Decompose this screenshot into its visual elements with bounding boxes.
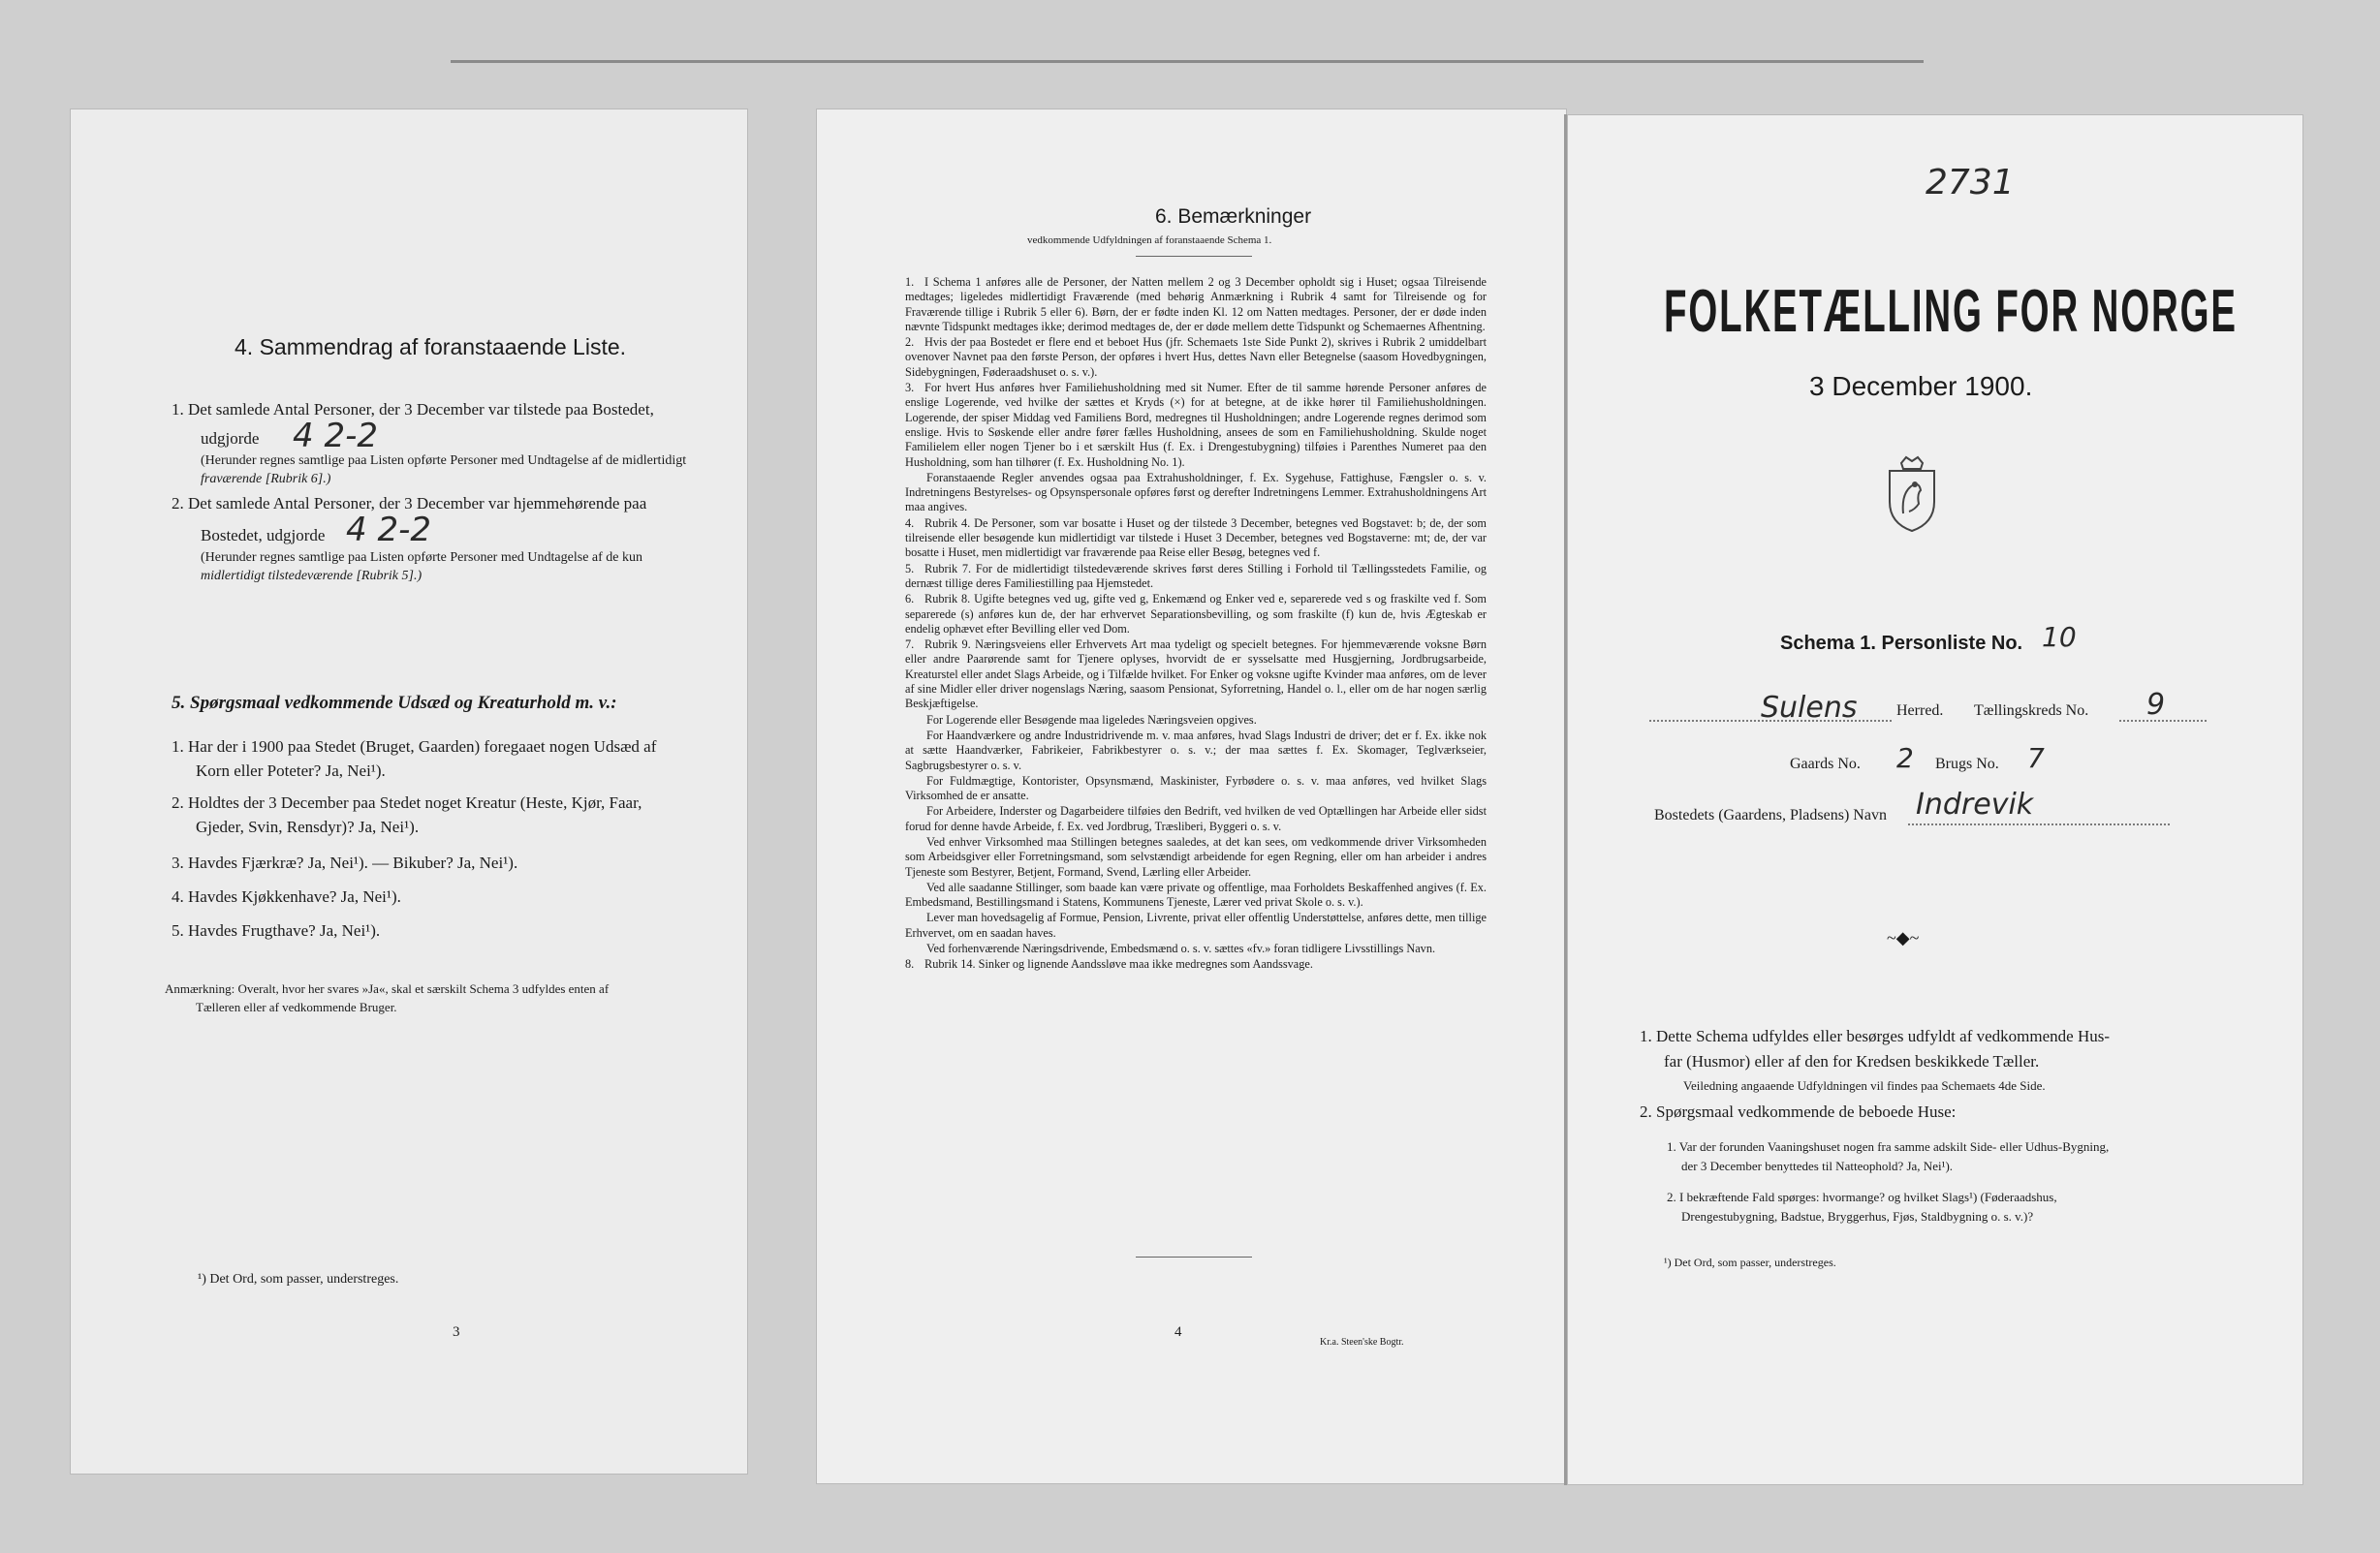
kreds-value: 9 [2146,688,2166,722]
document-title: FOLKETÆLLING FOR NORGE [1664,278,2238,345]
remark-text: For Arbeidere, Inderster og Dagarbeidere tilføies den Bedrift, ved hvilken de ved Optællingen har Arbeide eller sidst forud for denne havde Arbeide, f. Ex. ved Jordbrug, Træsliberi, Byggeri o. s. v. [905,804,1487,833]
page-left [70,109,748,1475]
remark-item [905,335,1487,380]
instruction-2: 2. Spørgsmaal vedkommende de beboede Huse: [1640,1103,1957,1121]
s5-q1-b: Korn eller Poteter? Ja, Nei¹). [196,761,386,780]
remark-text: For Fuldmægtige, Kontorister, Opsynsmænd, Maskinister, Fyrbødere o. s. v. maa anføres, ved hvilket Slags Virksomhed de er ansatte. [905,773,1487,803]
remark-text: Ved alle saadanne Stillinger, som baade kan være private og offentlige, maa Forholdets Beskaffenhed angives (f. Ex. Embedsmand, Bestillingsmand i Statens, Kommunens Tjeneste, Lærer ved privat Skole o. s. v.). [905,880,1487,910]
remark-text: I Schema 1 anføres alle de Personer, der Natten mellem 2 og 3 December opholdt sig i Huset; ogsaa Tilreisende medtages; ligeledes midlertidigt Fraværende (med behørig Anmærkning i Rubrik 4 samt for Tilreisende og for Fraværende tillige i Rubrik 5 eller 6). Børn, der er fødte inden Kl. 12 om Natten medtages. Personer, der er døde inden nævnte Tidspunkt medtages ikke; derimod medtages de, der er døde mellem dette Tidspunkt og Schemaernes Afhentning. [905,275,1487,333]
remark-item [905,713,1487,728]
remark-number: 5. [905,561,915,575]
remark-number: 8. [905,957,915,972]
bosted-value: Indrevik [1916,788,2034,822]
s5-q1-a: 1. Har der i 1900 paa Stedet (Bruget, Gaarden) foregaaet nogen Udsæd af [172,737,657,756]
remark-item [905,957,1487,972]
remarks-title: 6. Bemærkninger [1155,205,1312,228]
remark-text: Rubrik 7. For de midlertidigt tilstedeværende skrives først deres Stilling i Forhold til Tællingsstedets Familie, og dernæst tillige deres Familiestilling paa Hjemstedet. [905,561,1487,590]
section4-title: 4. Sammendrag af foranstaaende Liste. [235,334,627,359]
q2-note-2: midlertidigt tilstedeværende [Rubrik 5].) [201,569,423,583]
q1-note-2: fraværende [Rubrik 6].) [201,472,331,486]
s5-q3: 3. Havdes Fjærkræ? Ja, Nei¹). — Bikuber? Ja, Nei¹). [172,854,518,872]
q2-line1: 2. Det samlede Antal Personer, der 3 December var hjemmehørende paa [172,494,647,512]
remark-text: Ved enhver Virksomhed maa Stillingen betegnes saaledes, at det kan sees, om vedkommende driver Virksomheden som Arbeidsgiver eller Forretningsmand, som selvstændigt arbeidende for egen Regning, eller om han arbeider i andres Tjeneste som Bestyrer, Betjent, Formand, Svend, Lærling eller Arbeider. [905,834,1487,879]
q2-label: Bostedet, udgjorde [201,526,326,544]
herred-label: Herred. [1896,702,1944,719]
remark-number: 7. [905,637,915,652]
remark-number: 2. [905,335,915,350]
remark-item [905,881,1487,911]
remark-text: Rubrik 14. Sinker og lignende Aandssløve maa ikke medregnes som Aandssvage. [924,957,1313,972]
remarks-list [905,275,1487,974]
remark-text: Hvis der paa Bostedet er flere end et beboet Hus (jfr. Schemaets 1ste Side Punkt 2), skrives i Rubrik 2 umiddelbart ovenover Navnet paa den første Person, der opføres i hvert Hus, dettes Navn eller Betegnelse (saasom Hovedbygningen, Sidebygningen, Føderaadshuset o. s. v.). [905,335,1487,379]
instruction-1b: far (Husmor) eller af den for Kredsen beskikkede Tæller. [1664,1052,2040,1071]
remark-item [905,729,1487,773]
remark-number: 6. [905,592,915,606]
archive-number: 2731 [1926,163,2015,202]
section5-title: 5. Spørgsmaal vedkommende Udsæd og Kreaturhold m. v.: [172,693,617,713]
page-right [1567,114,2303,1485]
page-middle [816,109,1567,1484]
remark-number: 1. [905,275,915,289]
remark-item [905,911,1487,941]
brugs-label: Brugs No. [1935,756,1999,772]
kreds-line [2119,720,2207,722]
remark-item [905,381,1487,470]
remark-number: 3. [905,381,915,395]
gaards-value: 2 [1896,742,1914,774]
remark-text: Rubrik 8. Ugifte betegnes ved ug, gifte ved g, Enkemænd og Enker ved e, separerede ved s og fraskilte ved f. Som separerede (s) anføres kun de, der har erhvervet Separationsbevilling, og som fraskilte (f) kun de, hvis Ægteskab er endelig ophævet efter Bevilling eller ved Dom. [905,592,1487,636]
herred-value: Sulens [1761,691,1858,725]
gaards-label: Gaards No. [1790,756,1861,772]
instruction-2-2a: 2. I bekræftende Fald spørges: hvormange? og hvilket Slags¹) (Føderaadshus, [1667,1190,2057,1204]
divider-bottom [1136,1257,1252,1258]
annotation-2: Tælleren eller af vedkommende Bruger. [196,1000,397,1014]
remark-item [905,275,1487,334]
q1-label: udgjorde [201,429,260,448]
remark-text: Lever man hovedsagelig af Formue, Pension, Livrente, privat eller offentlig Understøttelse, anføres dette, men tillige Erhvervet, om en saadan haves. [905,911,1487,940]
instruction-2-2b: Drengestubygning, Badstue, Bryggerhus, Fjøs, Staldbygning o. s. v.)? [1681,1209,2034,1224]
instruction-1a: 1. Dette Schema udfyldes eller besørges udfyldt af vedkommende Hus- [1640,1027,2110,1045]
q1-handwritten-value: 4 2-2 [293,417,378,455]
remark-number: 4. [905,515,915,530]
top-edge-line [451,60,1924,63]
remark-text: For Haandværkere og andre Industridrivende m. v. maa anføres, hvad Slags Industri de driver; det er f. Ex. ikke nok at sætte Haandværker, Fabrikeier, Fabrikbestyrer o. s. v.; der maa sættes f. Ex. Skomager, Teglværkseier, Sagbrugsbestyrer o. s. v. [905,728,1487,772]
remark-item [905,804,1487,834]
page-number: 4 [1174,1324,1182,1340]
remark-item [905,835,1487,880]
norwegian-lion-crest-icon [1882,455,1942,533]
bosted-label: Bostedets (Gaardens, Pladsens) Navn [1654,807,1887,823]
divider [1136,256,1252,257]
remark-item [905,942,1487,956]
instruction-2-1a: 1. Var der forunden Vaaningshuset nogen fra samme adskilt Side- eller Udhus-Bygning, [1667,1139,2110,1154]
remark-text: For hvert Hus anføres hver Familiehusholdning med sit Numer. Efter de til samme hørende Personer anføres de enslige Logerende, ved hvilke der sættes et Kryds (×) for at betegne, at de ikke hører til Familiehusholdningen. Logerende, der spiser Middag ved Familiens Bord, medregnes til Husholdningen; andre Logerende regnes derimod som enslige. Hvis to Søskende eller andre fører fælles Husholdning, ansees de som en Familiehusholdning. Skulde noget Familielem eller nogen Tjener bo i et særskilt Hus (f. Ex. i Drengestubygning) tilføies i Parenthes Numeret paa den Husholdning, som han tilhører (f. Ex. Husholdning No. 1). [905,381,1487,469]
remark-item [905,774,1487,804]
ornament-divider: ~◆~ [1887,928,1920,947]
personliste-number: 10 [2042,621,2077,653]
instruction-2-1b: der 3 December benyttedes til Natteophold? Ja, Nei¹). [1681,1159,1954,1173]
s5-q4: 4. Havdes Kjøkkenhave? Ja, Nei¹). [172,887,401,906]
instruction-1c: Veiledning angaaende Udfyldningen vil findes paa Schemaets 4de Side. [1683,1078,2046,1093]
q1-line1: 1. Det samlede Antal Personer, der 3 December var tilstede paa Bostedet, [172,400,654,419]
q2-handwritten-value: 4 2-2 [346,511,431,549]
s5-q5: 5. Havdes Frugthave? Ja, Nei¹). [172,921,381,940]
kreds-label: Tællingskreds No. [1974,702,2089,719]
footnote: ¹) Det Ord, som passer, understreges. [1664,1256,1836,1269]
schema-label: Schema 1. Personliste No. [1780,633,2023,654]
remark-text: Foranstaaende Regler anvendes ogsaa paa Extrahusholdninger, f. Ex. Sygehuse, Fattighuse, Fængsler o. s. v. Indretningens Bestyrelses- og Opsynspersonale opføres først og derefter Indretningens Lemmer. Extrahusholdningens Art maa angives. [905,470,1487,514]
remark-text: Rubrik 9. Næringsveiens eller Erhvervets Art maa tydeligt og specielt betegnes. For hjemmeværende voksne Børn eller andre Paarørende samt for Tjenere oplyses, hvorvidt de er sysselsatte med Husgjerning, Jordbrugsarbeide, Kreaturstel eller andet Slags Arbeide, og i Tilfælde hvilket. For Enker og voksne ugifte Kvinder maa anføres, om de lever af sine Midler eller driver nogenslags Næring, saasom Pensionat, Syforretning, Handel o. l., eller om de har nogen særlig Beskjæftigelse. [905,637,1487,711]
remark-item [905,471,1487,515]
brugs-value: 7 [2027,742,2045,774]
s5-q2-a: 2. Holdtes der 3 December paa Stedet noget Kreatur (Heste, Kjør, Faar, [172,793,642,812]
annotation-1: Anmærkning: Overalt, hvor her svares »Ja«, skal et særskilt Schema 3 udfyldes enten af [165,981,610,996]
remark-item [905,562,1487,592]
q1-note-1: (Herunder regnes samtlige paa Listen opførte Personer med Undtagelse af de midlertidigt [201,453,687,468]
remark-text: Ved forhenværende Næringsdrivende, Embedsmænd o. s. v. sættes «fv.» foran tidligere Livsstillings Navn. [926,942,1436,956]
remark-item [905,637,1487,711]
bosted-line [1908,823,2170,825]
remark-text: Rubrik 4. De Personer, som var bosatte i Huset og der tilstede 3 December, betegnes ved Bogstavet: b; de, der som tilreisende eller besøgende kun midlertidigt var tilstede i Huset 3 December, betegnes ved Bogstaverne: mt; de, der var bosatte i Huset, men midlertidigt var fraværende paa Reise eller Besøg, betegnes ved f. [905,515,1487,560]
s5-q2-b: Gjeder, Svin, Rensdyr)? Ja, Nei¹). [196,818,420,836]
remark-item [905,592,1487,637]
printer-mark: Kr.a. Steen'ske Bogtr. [1320,1337,1404,1348]
footnote: ¹) Det Ord, som passer, understreges. [198,1272,399,1287]
remark-item [905,516,1487,561]
remarks-subtitle: vedkommende Udfyldningen af foranstaaende Schema 1. [1027,234,1272,246]
document-date: 3 December 1900. [1809,371,2033,401]
page-number: 3 [453,1324,460,1340]
q2-note-1: (Herunder regnes samtlige paa Listen opførte Personer med Undtagelse af de kun [201,550,643,565]
remark-text: For Logerende eller Besøgende maa ligeledes Næringsveien opgives. [926,712,1257,727]
